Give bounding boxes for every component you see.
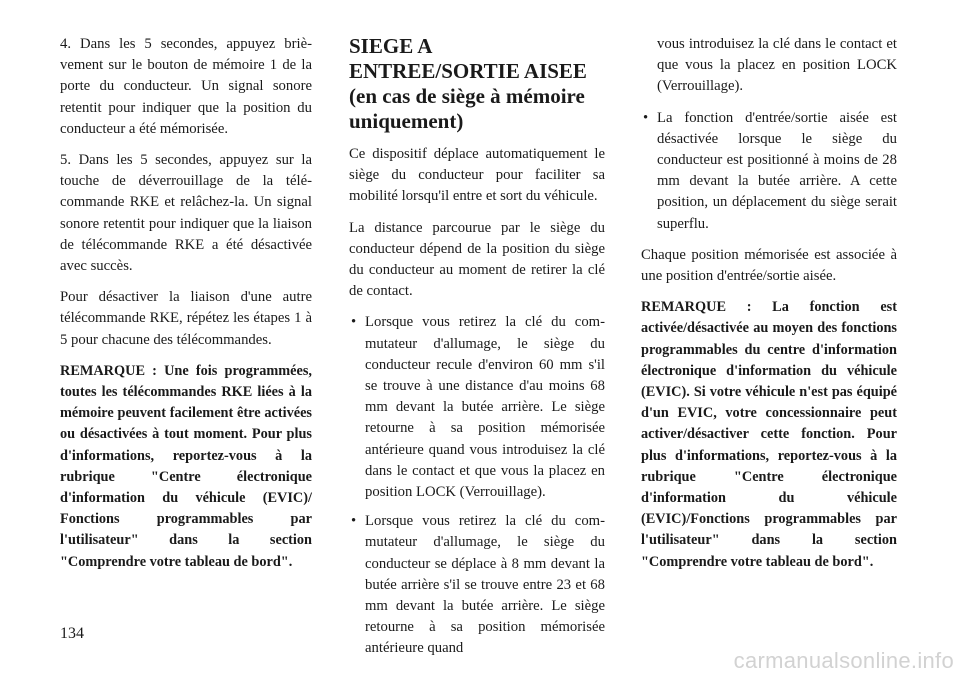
each-position-paragraph: Chaque position mémorisée est associée à une position d'entrée/sortie aisée. [641, 246, 897, 285]
text-column-middle [349, 34, 605, 670]
bullet-item-2: • Lorsque vous retirez la clé du commutateur d'allumage, le siège du conducteur se déplace à 8 mm devant la butée arrière s'il se trouve entre 23 et 68 mm devant la butée arrière. Le siège retourne à sa position mémorisée antérieure quand [349, 511, 605, 659]
bullet-list [349, 312, 605, 659]
distance-paragraph: La distance parcourue par le siège du conducteur dépend de la position du siège du conducteur au moment de retirer la clé de contact. [349, 219, 605, 300]
text-column-left [60, 34, 312, 583]
bullet-item-3: • La fonction d'entrée/sortie aisée est désactivée lorsque le siège du conducteur est positionné à moins de 28 mm devant la butée arrière. A cette position, un déplacement du siège serait superflu. [641, 108, 897, 235]
step-4-paragraph: 4. Dans les 5 secondes, appuyez brièvement sur le bouton de mémoire 1 de la porte du conducteur. Un signal sonore retentit pour indiquer que la position du conducteur a été mémorisée. [60, 36, 312, 137]
intro-paragraph: Ce dispositif déplace automatiquement le siège du conducteur pour faciliter sa mobilité lorsqu'il entre et sort du véhicule. [349, 146, 605, 205]
section-heading: SIEGE A ENTREE/SORTIE AISEE (en cas de siège à mémoire uniquement) [349, 34, 587, 133]
step-5-paragraph: 5. Dans les 5 secondes, appuyez sur la touche de déverrouillage de la télécommande RKE et relâchez-la. Un signal sonore retentit pour indiquer que la liaison de télécommande RKE a été désactivée avec succès. [60, 152, 312, 275]
bullet-list-continued [641, 108, 897, 235]
repeat-paragraph: Pour désactiver la liaison d'une autre télécommande RKE, répétez les étapes 1 à 5 pour chacune des télécommandes. [60, 289, 312, 348]
watermark: carmanualsonline.info [733, 648, 954, 673]
page-number: 134 [60, 625, 84, 642]
text-column-right [641, 34, 897, 583]
note-paragraph: REMARQUE : Une fois programmées, toutes les télécommandes RKE liées à la mémoire peuvent facilement être activées ou désactivées à tout moment. Pour plus d'informations, reportez-vous à la rubrique "Centre électronique d'information du véhicule (EVIC)/ Fonctions programmables par l'utilisateur" dans la section "Comprendre votre tableau de bord". [60, 362, 312, 570]
bullet-item-2-continued: vous introduisez la clé dans le contact et que vous la placez en position LOCK (Verrouillage). [657, 36, 897, 95]
bullet-item-1: • Lorsque vous retirez la clé du commutateur d'allumage, le siège du conducteur recule d'environ 60 mm s'il se trouve à une distance d'au moins 68 mm devant la butée arrière. Le siège retourne à sa position mémorisée antérieure quand vous introduisez la clé dans le contact et que vous la placez en position LOCK (Verrouillage). [349, 312, 605, 503]
note-paragraph-evic: REMARQUE : La fonction est activée/désactivée au moyen des fonctions programmables du centre d'information électronique d'information du véhicule (EVIC). Si votre véhicule n'est pas équipé d'un EVIC, votre concessionnaire peut activer/désactiver cette fonction. Pour plus d'informations, reportez-vous à la rubrique "Centre électronique d'information du véhicule (EVIC)/Fonctions programmables par l'utilisateur" dans la section "Comprendre votre tableau de bord". [641, 299, 897, 570]
